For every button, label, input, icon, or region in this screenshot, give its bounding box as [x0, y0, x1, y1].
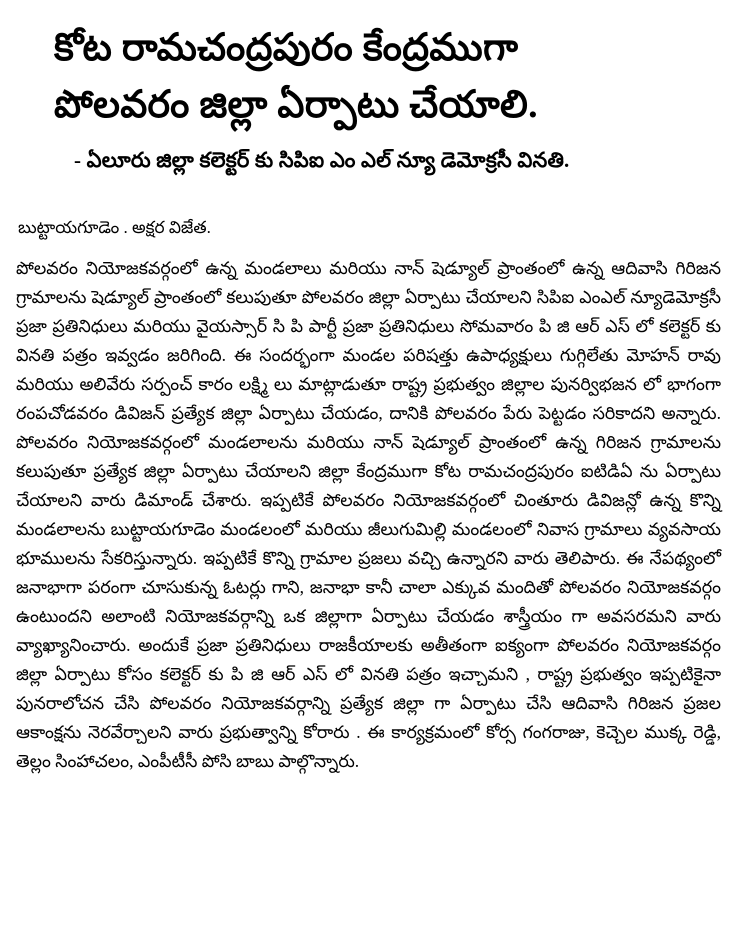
- headline-line-1: కోట రామచంద్రపురం కేంద్రముగా: [54, 27, 519, 69]
- headline: [54, 20, 725, 134]
- subheadline: - ఏలూరు జిల్లా కలెక్టర్ కు సిపిఐ ఎం ఎల్ న్యూ డెమోక్రసీ వినతి.: [74, 148, 570, 172]
- headline-line-2: పోలవరం జిల్లా ఏర్పాటు చేయాలి.: [54, 84, 538, 126]
- dateline: బుట్టాయగూడెం . అక్షర విజేత.: [18, 218, 211, 237]
- article-body: పోలవరం నియోజకవర్గంలో ఉన్న మండలాలు మరియు నాన్ షెడ్యూల్ ప్రాంతంలో ఉన్న ఆదివాసి గిరిజన గ్రామాలను షెడ్యూల్ ప్రాంతంలో కలుపుతూ పోలవరం జిల్లా ఏర్పాటు చేయాలని సిపిఐ ఎంఎల్ న్యూడెమోక్రసీ ప్రజా ప్రతినిధులు మరియు వైయస్సార్ సి పి పార్టీ ప్రజా ప్రతినిధులు సోమవారం పి జి ఆర్ ఎస్ లో కలెక్టర్ కు వినతి పత్రం ఇవ్వడం జరిగింది. ఈ సందర్భంగా మండల పరిషత్తు ఉపాధ్యక్షులు గుగ్గిలేతు మోహన్ రావు మరియు అలివేరు సర్పంచ్ కారం లక్ష్మి లు మాట్లాడుతూ రాష్ట్ర ప్రభుత్వం జిల్లాల పునర్విభజన లో భాగంగా రంపచోడవరం డివిజన్ ప్రత్యేక జిల్లా ఏర్పాటు చేయడం, దానికి పోలవరం పేరు పెట్టడం సరికాదని అన్నారు. పోలవరం నియోజకవర్గంలో మండలాలను మరియు నాన్ షెడ్యూల్ ప్రాంతంలో ఉన్న గిరిజన గ్రామాలను కలుపుతూ ప్రత్యేక జిల్లా ఏర్పాటు చేయాలని జిల్లా కేంద్రముగా కోట రామచంద్రపురం ఐటిడిఏ ను ఏర్పాటు చేయాలని వారు డిమాండ్ చేశారు. ఇప్పటికే పోలవరం నియోజకవర్గంలో చింతూరు డివిజన్లో ఉన్న కొన్ని మండలాలను బుట్టాయగూడెం మండలంలో మరియు జీలుగుమిల్లి మండలంలో నివాస గ్రామాలు వ్యవసాయ భూములను సేకరిస్తున్నారు. ఇప్పటికే కొన్ని గ్రామాల ప్రజలు వచ్చి ఉన్నారని వారు తెలిపారు. ఈ నేపథ్యంలో జనాభాగా పరంగా చూసుకున్న ఓటర్లు గాని, జనాభా కానీ చాలా ఎక్కువ మందితో పోలవరం నియోజకవర్గం ఉంటుందని అలాంటి నియోజకవర్గాన్ని ఒక జిల్లాగా ఏర్పాటు చేయడం శాస్త్రీయం గా అవసరమని వారు వ్యాఖ్యానించారు. అందుకే ప్రజా ప్రతినిధులు రాజకీయాలకు అతీతంగా ఐక్యంగా పోలవరం నియోజకవర్గం జిల్లా ఏర్పాటు కోసం కలెక్టర్ కు పి జి ఆర్ ఎస్ లో వినతి పత్రం ఇచ్చామని , రాష్ట్ర ప్రభుత్వం ఇప్పటికైనా పునరాలోచన చేసి పోలవరం నియోజకవర్గాన్ని ప్రత్యేక జిల్లా గా ఏర్పాటు చేసి ఆదివాసి గిరిజన ప్రజల ఆకాంక్షను నెరవేర్చాలని వారు ప్రభుత్వాన్ని కోరారు . ఈ కార్యక్రమంలో కోర్స గంగరాజు, కెచ్చెల ముక్క రెడ్డి, తెల్లం సింహాచలం, ఎంపీటీసీ పోసి బాబు పాల్గొన్నారు.: [16, 258, 721, 771]
